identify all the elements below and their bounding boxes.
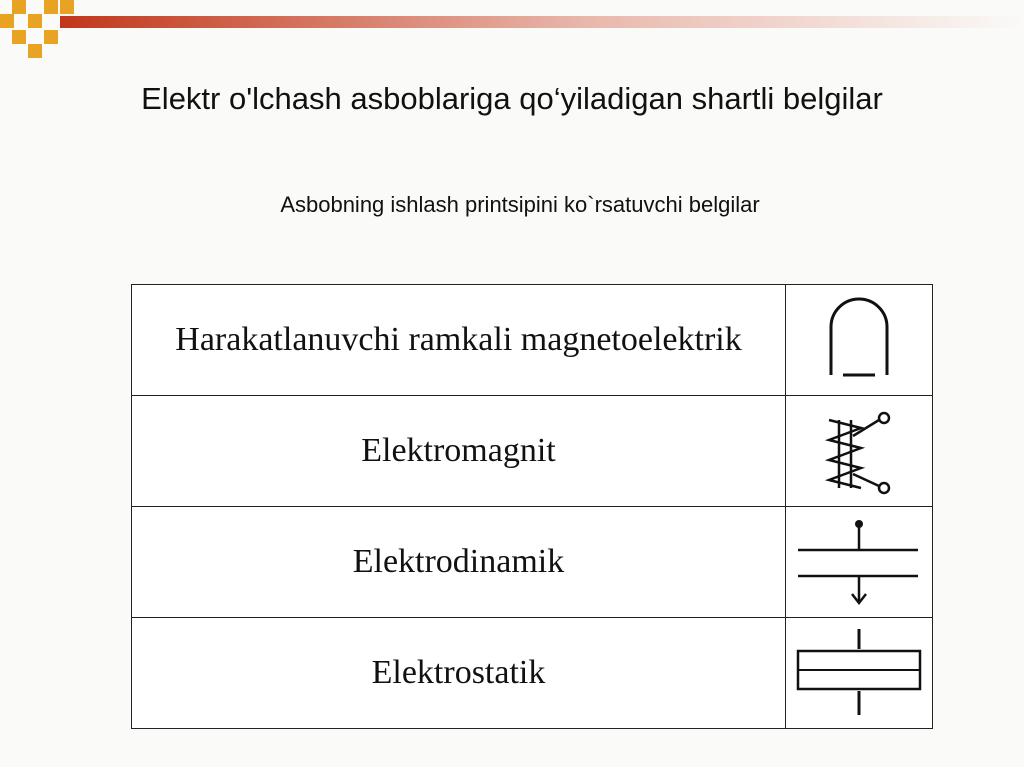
- table-row: [132, 507, 933, 618]
- symbol-icon-cell: [786, 396, 933, 507]
- header-decoration: [0, 0, 1024, 60]
- symbol-name-cell: [132, 285, 786, 396]
- table-row: [132, 396, 933, 507]
- symbol-name: Harakatlanuvchi ramkali magnetoelektrik: [175, 321, 742, 358]
- symbol-name-cell: [132, 507, 786, 618]
- electrodynamic-symbol-icon: [794, 512, 924, 612]
- table-row: [132, 285, 933, 396]
- symbol-name-cell: [132, 396, 786, 507]
- magnetoelectric-symbol-icon: [809, 295, 909, 385]
- symbol-icon-cell: [786, 618, 933, 729]
- electromagnetic-symbol-icon: [809, 406, 909, 496]
- slide-subtitle: Asbobning ishlash printsipini ko`rsatuvchi belgilar: [280, 192, 760, 217]
- symbol-name: Elektrostatik: [371, 654, 546, 691]
- symbols-table: [131, 284, 933, 729]
- symbol-name: Elektromagnit: [361, 432, 556, 469]
- symbol-icon-cell: [786, 285, 933, 396]
- electrostatic-symbol-icon: [794, 623, 924, 723]
- symbol-name: Elektrodinamik: [352, 543, 565, 580]
- table-row: [132, 618, 933, 729]
- symbol-name-cell: [132, 618, 786, 729]
- slide-title: Elektr o'lchash asboblariga qo‘yiladigan shartli belgilar: [141, 81, 883, 116]
- symbol-icon-cell: [786, 507, 933, 618]
